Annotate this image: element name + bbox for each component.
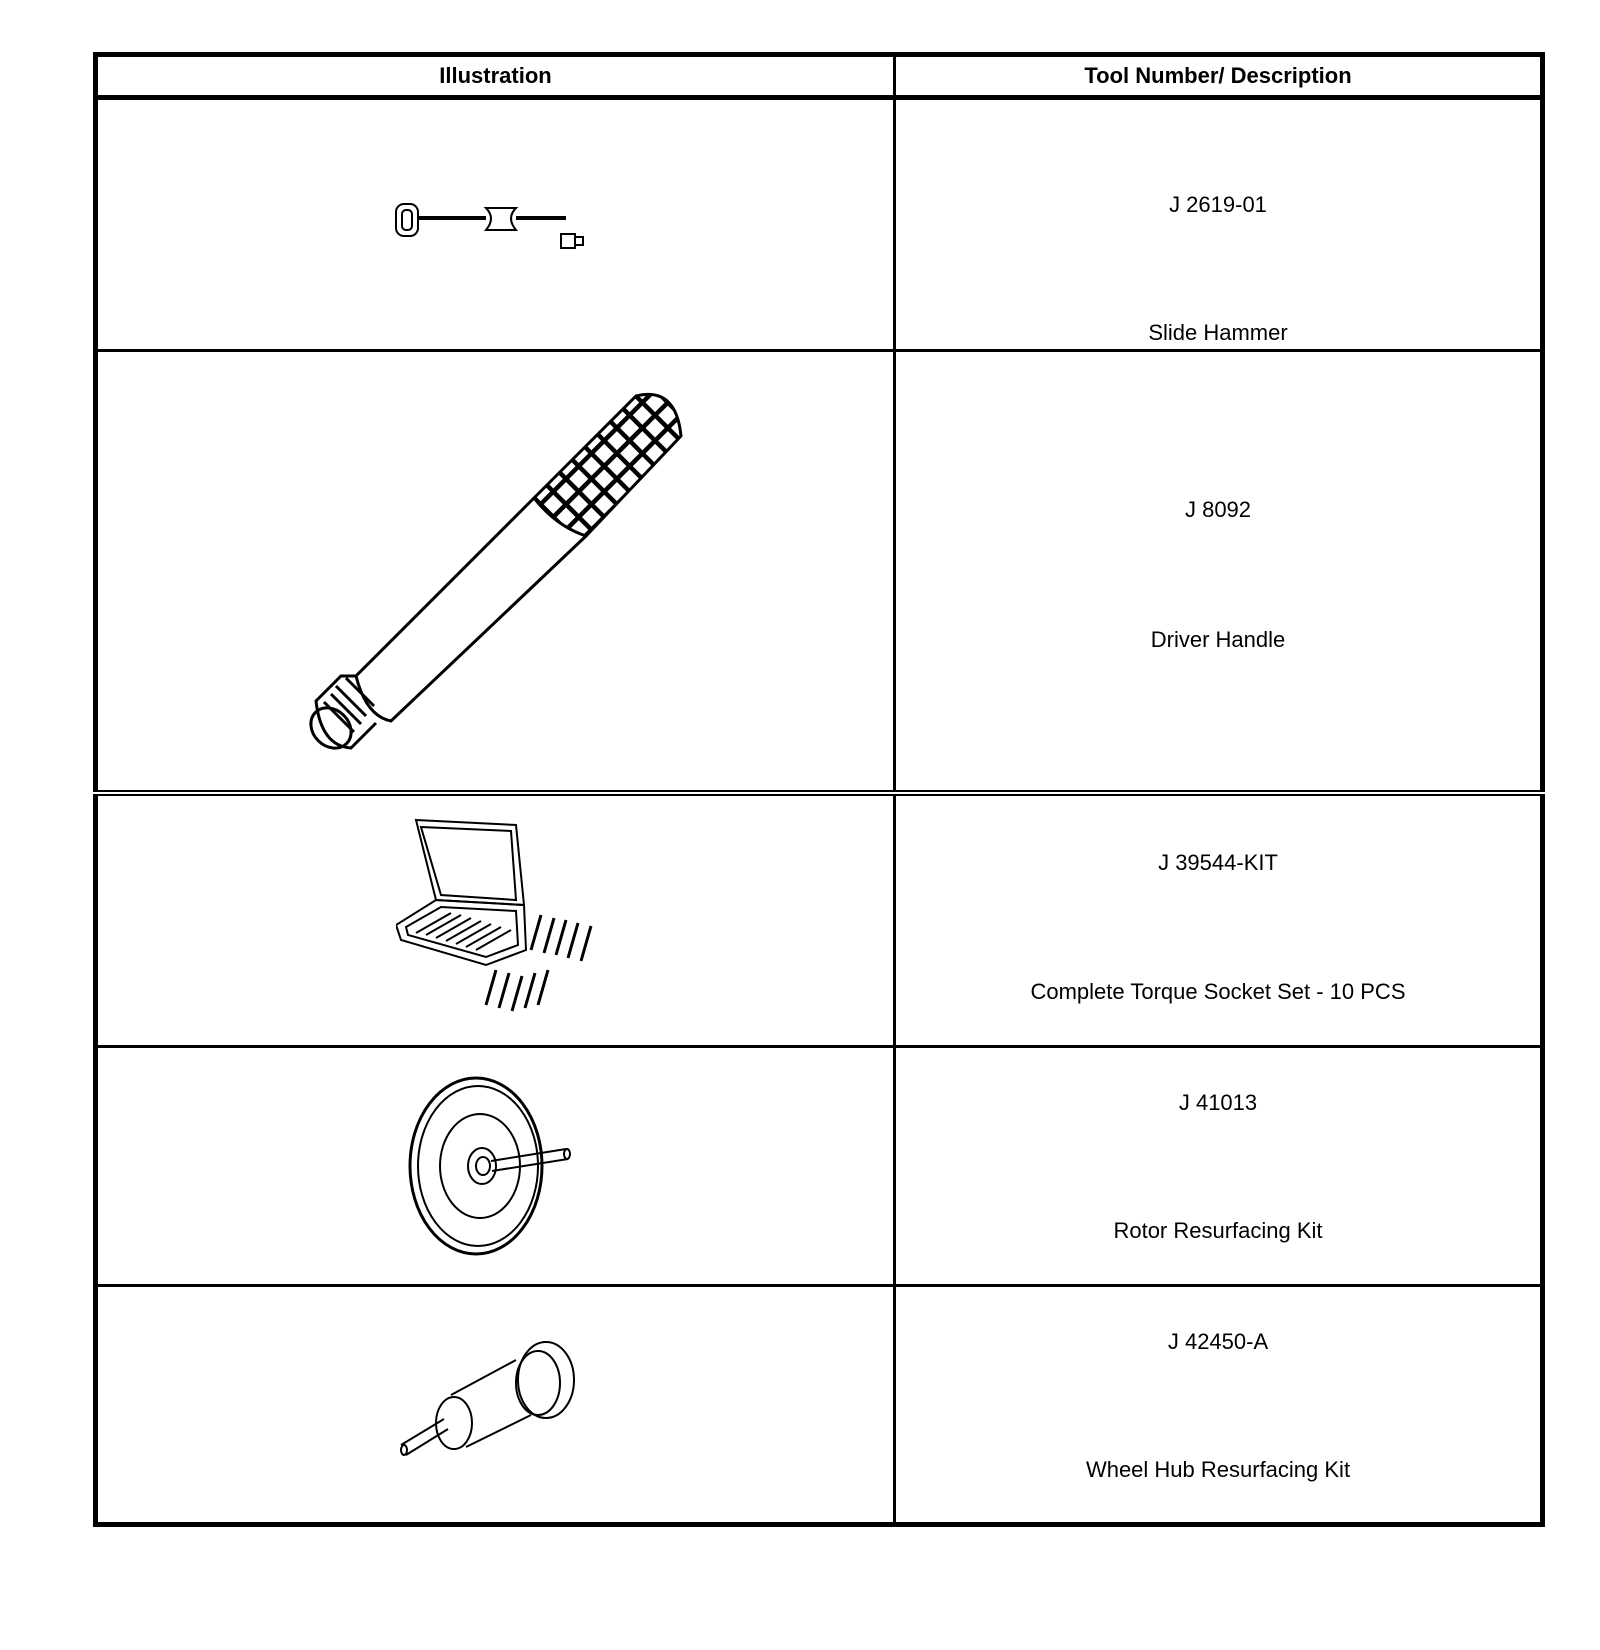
header-illustration: Illustration	[96, 55, 895, 98]
illustration-cell	[96, 351, 895, 793]
tool-number: J 8092	[1184, 497, 1252, 522]
description-cell	[895, 793, 1543, 1047]
rotor-resurfacing-kit-illustration	[406, 1071, 586, 1261]
tool-number: J 42450-A	[1167, 1329, 1269, 1354]
table-row	[96, 1047, 1543, 1286]
description-cell	[895, 351, 1543, 793]
description-cell	[895, 98, 1543, 351]
table-row	[96, 1286, 1543, 1525]
illustration-cell	[96, 98, 895, 351]
description-cell	[895, 1047, 1543, 1286]
table-row	[96, 351, 1543, 793]
driver-handle-illustration	[286, 376, 706, 766]
description-cell	[895, 1286, 1543, 1525]
header-row	[96, 55, 1543, 98]
illustration-cell	[96, 1286, 895, 1525]
tool-description: Driver Handle	[1150, 627, 1286, 652]
table-row	[96, 98, 1543, 351]
tool-description: Wheel Hub Resurfacing Kit	[1085, 1457, 1351, 1482]
table-row	[96, 793, 1543, 1047]
tool-description: Complete Torque Socket Set - 10 PCS	[1030, 978, 1406, 1004]
tool-description: Slide Hammer	[1148, 320, 1288, 345]
special-tools-table	[93, 52, 1545, 1527]
header-tool-number-description: Tool Number/ Description	[895, 55, 1543, 98]
torque-socket-set-illustration	[396, 815, 596, 1025]
tool-number: J 39544-KIT	[1158, 849, 1278, 875]
wheel-hub-resurfacing-kit-illustration	[396, 1335, 596, 1475]
slide-hammer-illustration	[386, 190, 606, 260]
illustration-cell	[96, 1047, 895, 1286]
tool-number: J 2619-01	[1169, 192, 1267, 217]
tool-number: J 41013	[1178, 1090, 1258, 1115]
tool-description: Rotor Resurfacing Kit	[1113, 1218, 1323, 1243]
illustration-cell	[96, 793, 895, 1047]
